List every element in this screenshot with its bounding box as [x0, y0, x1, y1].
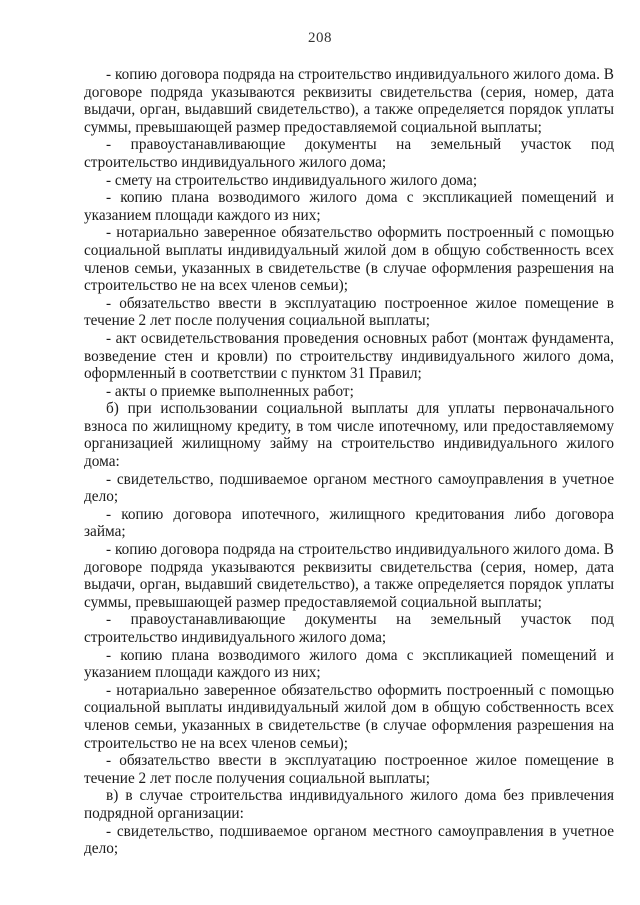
paragraph: - копию плана возводимого жилого дома с экспликацией помещений и указанием площади каждого из них; — [84, 646, 614, 682]
paragraph: - нотариально заверенное обязательство оформить построенный с помощью социальной выплаты индивидуальный жилой дом в общую собственность всех членов семьи, указанных в свидетельстве (в случае оформления разрешения на строительство не на всех членов семьи); — [84, 681, 614, 752]
paragraph: - правоустанавливающие документы на земельный участок под строительство индивидуального жилого дома; — [84, 136, 614, 171]
paragraph: - обязательство ввести в эксплуатацию построенное жилое помещение в течение 2 лет после получения социальной выплаты; — [84, 752, 614, 787]
paragraph: - свидетельство, подшиваемое органом местного самоуправления в учетное дело; — [84, 822, 614, 858]
paragraph: - правоустанавливающие документы на земельный участок под строительство индивидуального жилого дома; — [84, 611, 614, 646]
paragraph: - акты о приемке выполненных работ; — [106, 382, 354, 400]
paragraph: - копию договора ипотечного, жилищного кредитования либо договора займа; — [84, 505, 614, 541]
paragraph: в) в случае строительства индивидуального жилого дома без привлечения подрядной организации: — [84, 787, 614, 822]
paragraph: - копию договора подряда на строительство индивидуального жилого дома. В договоре подряда указываются реквизиты свидетельства (серия, номер, дата выдачи, орган, выдавший свидетельство), а также определяется порядок уплаты суммы, превышающей размер предоставляемой социальной выплаты; — [84, 541, 614, 611]
paragraph: - свидетельство, подшиваемое органом местного самоуправления в учетное дело; — [84, 470, 614, 506]
paragraph: - акт освидетельствования проведения основных работ (монтаж фундамента, возведение стен и кровли) по строительству индивидуального жилого дома, оформленный в соответствии с пунктом 31 Правил; — [84, 329, 614, 383]
paragraph: - обязательство ввести в эксплуатацию построенное жилое помещение в течение 2 лет после получения социальной выплаты; — [84, 294, 614, 330]
body-text — [84, 66, 614, 858]
paragraph: б) при использовании социальной выплаты для уплаты первоначального взноса по жилищному кредиту, в том числе ипотечному, или предоставляемому организацией жилищному займу на строительство индивидуального жилого дома: — [84, 400, 614, 471]
page-number: 208 — [308, 30, 332, 46]
paragraph: - копию договора подряда на строительство индивидуального жилого дома. В договоре подряда указываются реквизиты свидетельства (серия, номер, дата выдачи, орган, выдавший свидетельство), а также определяется порядок уплаты суммы, превышающей размер предоставляемой социальной выплаты; — [84, 66, 614, 136]
paragraph: - копию плана возводимого жилого дома с экспликацией помещений и указанием площади каждого из них; — [84, 189, 614, 224]
paragraph: - смету на строительство индивидуального жилого дома; — [106, 171, 478, 189]
paragraph: - нотариально заверенное обязательство оформить построенный с помощью социальной выплаты индивидуальный жилой дом в общую собственность всех членов семьи, указанных в свидетельстве (в случае оформления разрешения на строительство не на всех членов семьи); — [84, 224, 614, 295]
